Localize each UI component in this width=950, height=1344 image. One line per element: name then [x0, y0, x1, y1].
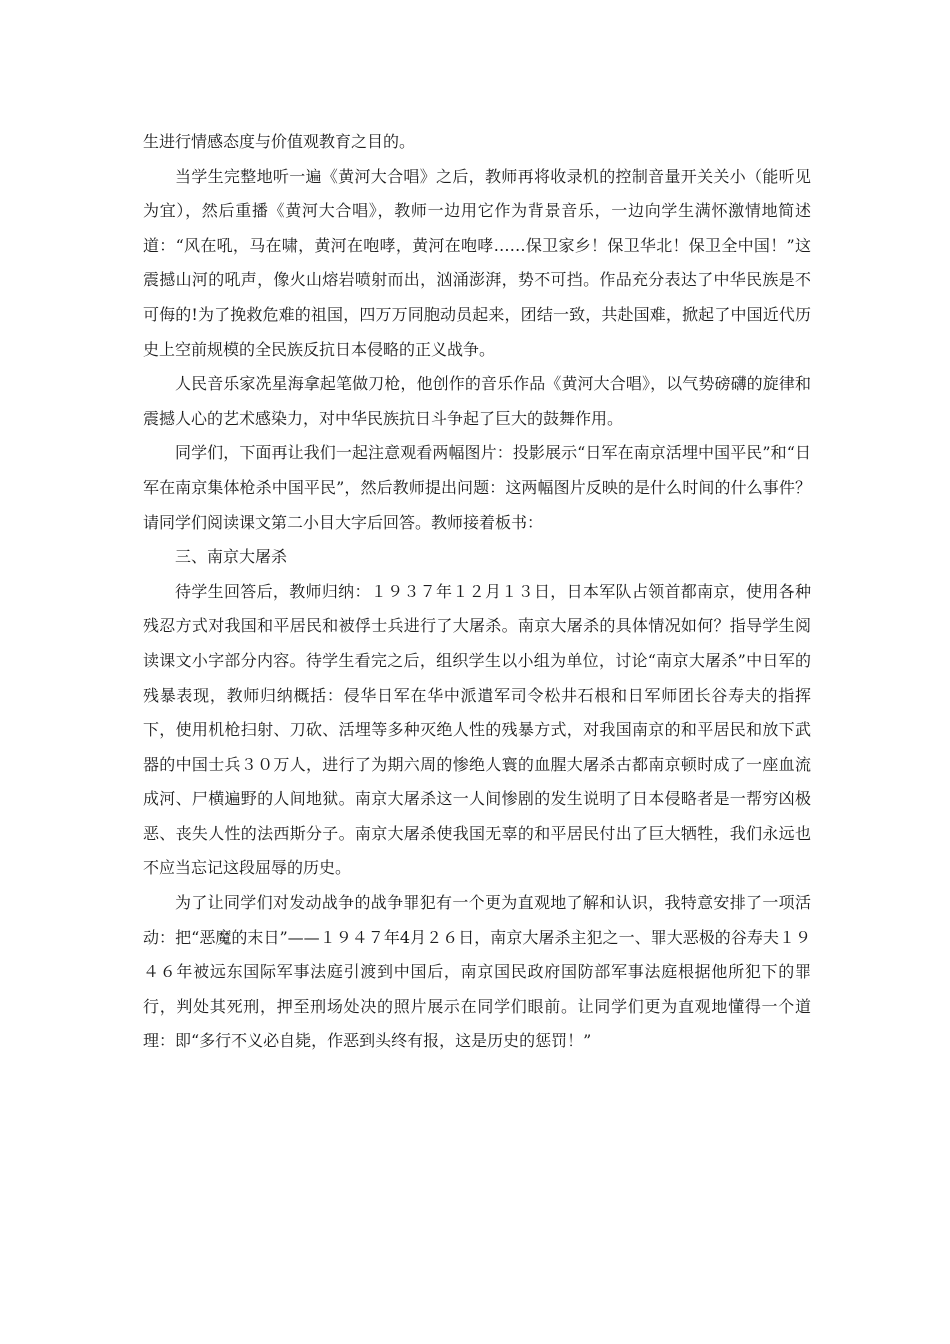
- section-heading: 三、南京大屠杀: [175, 547, 288, 567]
- paragraph-2: 当学生完整地听一遍《黄河大合唱》之后，教师再将收录机的控制音量开关关小（能听见为宜），然后重播《黄河大合唱》，教师一边用它作为背景音乐，一边向学生满怀激情地简述道：“风在吼，马在啸，黄河在咆哮，黄河在咆哮……保卫家乡！保卫华北！保卫全中国！”这震撼山河的吼声，像火山熔岩喷射而出，汹涌澎湃，势不可挡。作品充分表达了中华民族是不可侮的!为了挽救危难的祖国，四万万同胞动员起来，团结一致，共赴国难，掀起了中国近代历史上空前规模的全民族反抗日本侵略的正义战争。: [143, 166, 811, 359]
- paragraph-4: 同学们，下面再让我们一起注意观看两幅图片：投影展示“日军在南京活埋中国平民”和“日军在南京集体枪杀中国平民”，然后教师提出问题：这两幅图片反映的是什么时间的什么事件？请同学们阅读课文第二小目大字后回答。教师接着板书：: [143, 443, 811, 532]
- paragraph-3: 人民音乐家冼星海拿起笔做刀枪，他创作的音乐作品《黄河大合唱》，以气势磅礴的旋律和震撼人心的艺术感染力，对中华民族抗日斗争起了巨大的鼓舞作用。: [143, 374, 811, 428]
- paragraph-6: 为了让同学们对发动战争的战争罪犯有一个更为直观地了解和认识，我特意安排了一项活动：把“恶魔的末日”——１９４７年4月２６日，南京大屠杀主犯之一、罪大恶极的谷寿夫１９４６年被远东国际军事法庭引渡到中国后，南京国民政府国防部军事法庭根据他所犯下的罪行，判处其死刑，押至刑场处决的照片展示在同学们眼前。让同学们更为直观地懂得一个道理：即“多行不义必自毙，作恶到头终有报，这是历史的惩罚！”: [143, 893, 811, 1051]
- paragraph-1: 生进行情感态度与价值观教育之目的。: [143, 132, 416, 151]
- paragraph-5: 待学生回答后，教师归纳：１９３７年１２月１３日，日本军队占领首都南京，使用各种残忍方式对我国和平居民和被俘士兵进行了大屠杀。南京大屠杀的具体情况如何？指导学生阅读课文小字部分内容。待学生看完之后，组织学生以小组为单位，讨论“南京大屠杀”中日军的残暴表现，教师归纳概括：侵华日军在华中派遣军司令松井石根和日军师团长谷寿夫的指挥下，使用机枪扫射、刀砍、活埋等多种灭绝人性的残暴方式，对我国南京的和平居民和放下武器的中国士兵３０万人，进行了为期六周的惨绝人寰的血腥大屠杀古都南京顿时成了一座血流成河、尸横遍野的人间地狱。南京大屠杀这一人间惨剧的发生说明了日本侵略者是一帮穷凶极恶、丧失人性的法西斯分子。南京大屠杀使我国无辜的和平居民付出了巨大牺牲，我们永远也不应当忘记这段屈辱的历史。: [143, 581, 811, 878]
- document-body: [143, 125, 811, 1059]
